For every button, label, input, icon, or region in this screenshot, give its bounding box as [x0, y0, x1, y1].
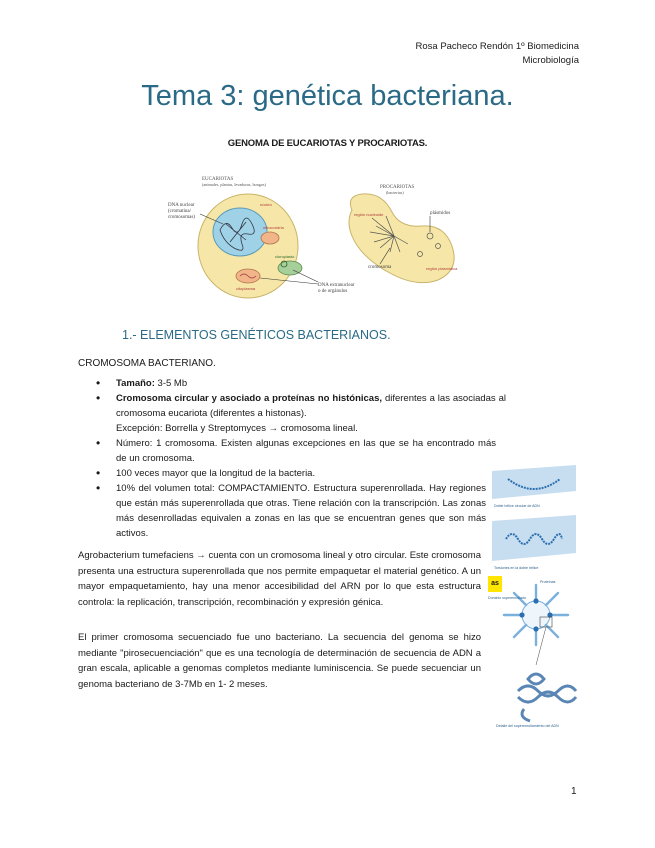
prok-sub: (bacterias)	[386, 190, 404, 195]
list-item: • 10% del volumen total: COMPACTAMIENTO. Estructura superenrollada. Hay regiones que están más superenrollada que otras. Tiene relación con la transcripción. Las zonas más desenrolladas equivalen a zonas en las que se encuentran genes que son más activos.	[96, 481, 486, 541]
subsection-heading: CROMOSOMA BACTERIANO.	[78, 358, 216, 369]
dna-extra-label: DNA extranuclear	[318, 283, 355, 288]
panel-twisted-dna	[492, 515, 576, 561]
dna-extra-arrow	[293, 270, 318, 282]
mitocondria-label: mitocondria	[263, 225, 284, 230]
paragraph: El primer cromosoma secuenciado fue uno bacteriano. La secuencia del genoma se hizo mediante "pirosecuenciación" que es una tecnología de determinación de secuencia de ADN a gran escala, aplicable a genomas completos mediante luminiscencia. Se puede secuenciar un genoma bacteriano de 3-7Mb en 1- 2 meses.	[78, 632, 481, 690]
organulos-label: o de orgánulos	[318, 289, 348, 294]
author-line: Rosa Pacheco Rendón 1º Biomedicina	[415, 41, 579, 52]
panel-circular-dna	[492, 465, 576, 499]
bullet-exception: Excepción: Borrella y Streptomyces → cromosoma lineal.	[116, 423, 358, 434]
chromosome-bullet-list	[96, 376, 506, 541]
fig2-label-2: Torsiones en la doble hélice	[494, 566, 539, 570]
plasmidos-label: plásmidos	[430, 211, 451, 216]
cromatina-label: (cromatina/	[168, 209, 192, 214]
supercoiling-figure	[488, 465, 580, 747]
figure-heading: GENOMA DE EUCARIOTAS Y PROCARIOTAS.	[227, 138, 428, 149]
list-item	[96, 391, 506, 436]
zoom-line	[536, 627, 546, 665]
bullet-label: Tamaño:	[116, 378, 155, 389]
paragraph: Agrobacterium tumefaciens → cuenta con un cromosoma lineal y otro circular. Este cromosoma presenta una estructura superenrollada que nos permite empaquetar el material genético. A un mayor empaquetamiento, hay una menor accesibilidad del ARN por lo que esta estructura controla: la replicación, transcripción, recombinación y expresión génica.	[78, 550, 481, 608]
euk-title: EUCARIOTAS	[202, 177, 234, 182]
page-number: 1	[571, 786, 577, 797]
highlight-tag: as	[488, 576, 502, 592]
bullet-text: diferentes a las asociadas al cromosoma eucariota (diferentes a histonas).	[116, 393, 506, 419]
supercoil-detail-shape	[518, 674, 576, 721]
euk-sub: (animales, plantas, levaduras, hongos)	[202, 182, 266, 187]
page-header	[416, 40, 580, 68]
dna-nuclear-label: DNA nuclear	[168, 203, 195, 208]
supercoiled-domains-shape	[504, 585, 568, 645]
prok-title: PROCARIOTAS	[380, 185, 415, 190]
cromosoma-label: cromosoma	[368, 265, 392, 270]
cloroplasto-label: cloroplasto	[275, 254, 295, 259]
cromosomas-label: cromosomas)	[168, 215, 195, 220]
page-title: Tema 3: genética bacteriana.	[141, 80, 514, 112]
fig2-label-3: Proteínas	[540, 580, 556, 584]
bullet-label: Cromosoma circular y asociado a proteínas no histónicas,	[116, 393, 383, 404]
genome-figure	[168, 158, 468, 300]
region-plasmidica-label: región plasmídica	[426, 266, 458, 271]
region-nucleoide-label: región nucleoide	[354, 212, 384, 217]
nucleo-label: núcleo	[260, 202, 272, 207]
mitochondrion-shape	[261, 232, 279, 244]
fig2-label-1: Doble hélice circular de ADN	[494, 504, 540, 508]
list-item	[96, 376, 496, 391]
fig2-label-4: Dominio superenrollado	[488, 596, 526, 600]
bullet-text: 3-5 Mb	[154, 378, 188, 389]
section-heading: 1.- ELEMENTOS GENÉTICOS BACTERIANOS.	[122, 328, 391, 342]
course-line: Microbiología	[522, 55, 579, 66]
list-item: • 100 veces mayor que la longitud de la bacteria.	[96, 466, 496, 481]
list-item: • Número: 1 cromosoma. Existen algunas excepciones en las que se ha encontrado más de un cromosoma.	[96, 436, 496, 466]
fig2-label-5: Detalle del superenrollamiento del ADN	[496, 724, 559, 728]
citoplasma-label: citoplasma	[236, 286, 256, 291]
